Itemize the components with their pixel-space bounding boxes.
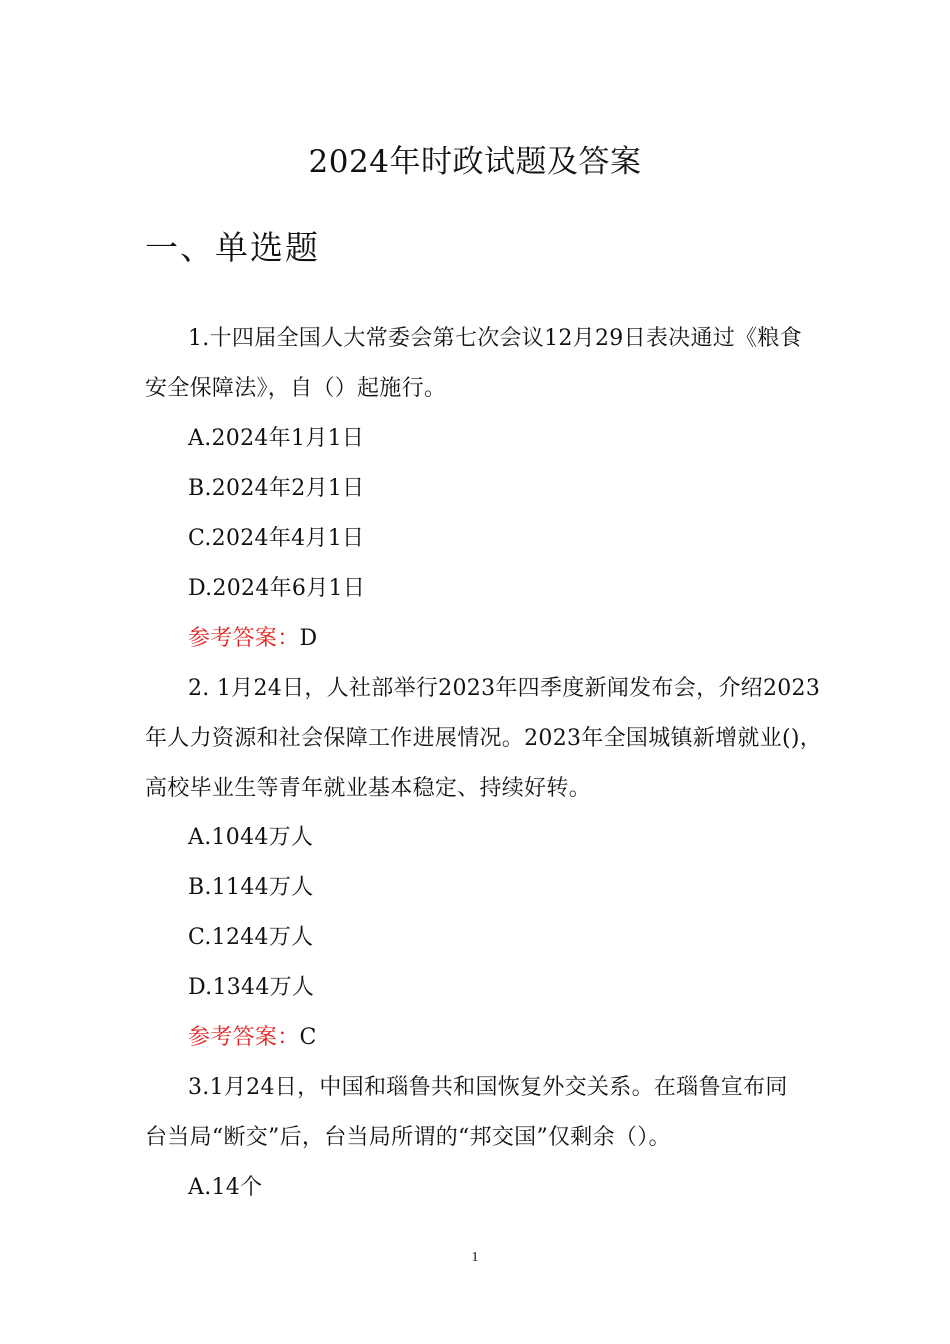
question-2-option-b: B.1144万人 bbox=[188, 875, 314, 900]
question-2-text-line-2: 年人力资源和社会保障工作进展情况。2023年全国城镇新增就业()， bbox=[145, 726, 823, 751]
answer-label: 参考答案： bbox=[188, 626, 300, 651]
answer-value: C bbox=[299, 1025, 317, 1050]
question-3-text-line-2: 台当局“断交”后，台当局所谓的“邦交国”仅剩余（）。 bbox=[145, 1125, 671, 1150]
answer-value: D bbox=[299, 626, 318, 651]
answer-label: 参考答案： bbox=[188, 1025, 300, 1050]
question-1-text-line-2: 安全保障法》，自（）起施行。 bbox=[145, 376, 447, 401]
question-1-text-line-1: 1.十四届全国人大常委会第七次会议12月29日表决通过《粮食 bbox=[188, 326, 802, 351]
question-1-option-a: A.2024年1月1日 bbox=[188, 426, 365, 451]
question-1-option-d: D.2024年6月1日 bbox=[188, 576, 366, 601]
question-1-option-c: C.2024年4月1日 bbox=[188, 526, 365, 551]
question-2-option-c: C.1244万人 bbox=[188, 925, 314, 950]
question-3-option-a: A.14个 bbox=[188, 1175, 263, 1200]
section-heading: 一、单选题 bbox=[145, 228, 320, 267]
question-2-text-line-1: 2. 1月24日，人社部举行2023年四季度新闻发布会，介绍2023 bbox=[188, 676, 821, 701]
document-title: 2024年时政试题及答案 bbox=[308, 144, 642, 180]
page-number: 1 bbox=[471, 1250, 479, 1265]
question-1-option-b: B.2024年2月1日 bbox=[188, 476, 365, 501]
question-2-answer bbox=[188, 1020, 317, 1051]
question-2-option-d: D.1344万人 bbox=[188, 975, 315, 1000]
question-2-text-line-3: 高校毕业生等青年就业基本稳定、持续好转。 bbox=[145, 776, 592, 801]
question-2-option-a: A.1044万人 bbox=[188, 825, 314, 850]
question-1-answer bbox=[188, 621, 317, 652]
question-3-text-line-1: 3.1月24日，中国和瑙鲁共和国恢复外交关系。在瑙鲁宣布同 bbox=[188, 1075, 788, 1100]
